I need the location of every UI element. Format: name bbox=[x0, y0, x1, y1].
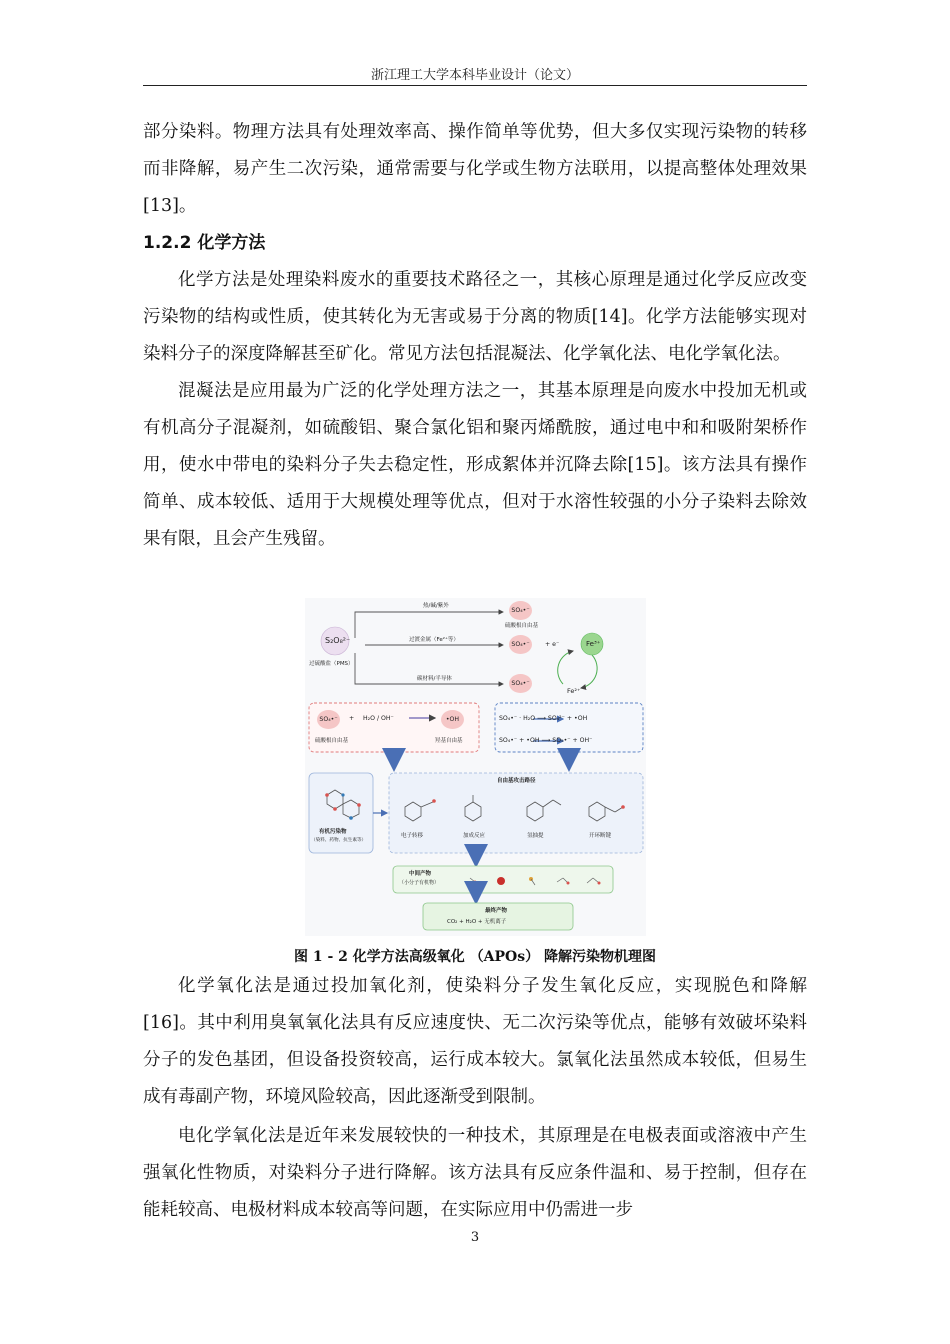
header-rule bbox=[143, 85, 807, 86]
fe-cycle bbox=[558, 651, 597, 688]
persulfate-formula: S₂O₈²⁻ bbox=[325, 636, 351, 645]
route-label-carbon: 碳材料/半导体 bbox=[417, 676, 452, 682]
pollutant-subtitle: （染料、药物、抗生素等） bbox=[311, 838, 367, 843]
reaction-equation-1: SO₄•⁻ · H₂O ⟶ SO₄²⁻ + •OH bbox=[499, 715, 588, 722]
paragraph: 部分染料。物理方法具有处理效率高、操作简单等优势，但大多仅实现污染物的转移而非降解，易产生二次污染，通常需要与化学或生物方法联用，以提高整体处理效果[13]。 bbox=[143, 122, 807, 216]
running-header: 浙江理工大学本科毕业设计（论文） bbox=[370, 68, 579, 83]
persulfate-label: 过硫酸盐（PMS） bbox=[309, 661, 354, 667]
paragraph: 化学氧化法是通过投加氧化剂，使染料分子发生氧化反应，实现脱色和降解[16]。其中利用臭氧氧化法具有反应速度快、无二次污染等优点，能够有效破坏染料分子的发色基团，但设备投资较高，运行成本较大。氯氧化法虽然成本较低，但易生成有毒副产物，环境风险较高，因此逐渐受到限制。 bbox=[143, 976, 807, 1107]
final-formula: CO₂ + H₂O + 无机离子 bbox=[447, 919, 507, 925]
paragraph: 电化学氧化法是近年来发展较快的一种技术，其原理是在电极表面或溶液中产生强氧化性物质，对染料分子进行降解。该方法具有反应条件温和、易于控制，但存在能耗较高、电极材料成本较高等问题，在实际应用中仍需进一步 bbox=[143, 1126, 807, 1220]
reaction-left-label: 硫酸根自由基 bbox=[315, 738, 349, 744]
reaction-plus: + bbox=[349, 715, 355, 722]
pollutant-title: 有机污染物 bbox=[319, 829, 347, 835]
section-heading: 1.2.2 化学方法 bbox=[143, 233, 266, 253]
fe3-label: Fe³⁺ bbox=[586, 640, 601, 648]
body-text-top bbox=[143, 114, 807, 558]
reaction-water: H₂O / OH⁻ bbox=[363, 715, 394, 722]
attack-path-addition: 加成反应 bbox=[463, 833, 486, 839]
sulfate-radical-2: SO₄•⁻ bbox=[509, 635, 532, 654]
reaction-right-label: 羟基自由基 bbox=[435, 738, 463, 744]
figure-caption: 图 1 - 2 化学方法高级氧化 （APOs） 降解污染物机理图 bbox=[293, 949, 656, 965]
sulfate-radical-label: 硫酸根自由基 bbox=[505, 623, 539, 629]
fe2-label: Fe²⁺ bbox=[567, 687, 581, 695]
attack-path-ring-opening: 开环断键 bbox=[589, 833, 612, 839]
attack-title: 自由基攻击路径 bbox=[497, 778, 536, 784]
final-title: 最终产物 bbox=[485, 908, 508, 914]
reaction-equation-2: SO₄•⁻ + •OH ⟶ SO₅•⁻ + OH⁻ bbox=[499, 737, 593, 744]
intermediate-title: 中间产物 bbox=[409, 871, 432, 877]
intermediate-subtitle: （小分子有机物） bbox=[399, 880, 440, 886]
page-number: 3 bbox=[470, 1230, 480, 1245]
paragraph: 化学方法是处理染料废水的重要技术路径之一，其核心原理是通过化学反应改变污染物的结构或性质，使其转化为无害或易于分离的物质[14]。化学方法能够实现对染料分子的深度降解甚至矿化。常见方法包括混凝法、化学氧化法、电化学氧化法。 bbox=[143, 270, 807, 364]
route-label-thermal: 热/碱/紫外 bbox=[423, 603, 449, 609]
route-label-metal: 过渡金属（Fe²⁺等） bbox=[409, 637, 459, 643]
electron-label: + e⁻ bbox=[545, 641, 560, 648]
apos-mechanism-figure bbox=[305, 598, 646, 936]
body-text-bottom bbox=[143, 968, 807, 1229]
sulfate-radical-1: SO₄•⁻ bbox=[509, 601, 532, 620]
hydroxyl-radical: •OH bbox=[441, 710, 464, 729]
attack-path-h-abstraction: 氢抽提 bbox=[527, 833, 544, 839]
attack-path-electron-transfer: 电子转移 bbox=[401, 833, 424, 839]
sulfate-radical-3: SO₄•⁻ bbox=[509, 674, 532, 693]
figure-graphics bbox=[305, 598, 646, 936]
paragraph: 混凝法是应用最为广泛的化学处理方法之一，其基本原理是向废水中投加无机或有机高分子混凝剂，如硫酸铝、聚合氯化铝和聚丙烯酰胺，通过电中和和吸附架桥作用，使水中带电的染料分子失去稳定性，形成絮体并沉降去除[15]。该方法具有操作简单、成本较低、适用于大规模处理等优点，但对于水溶性较强的小分子染料去除效果有限，且会产生残留。 bbox=[143, 381, 807, 549]
reaction-box-right bbox=[495, 703, 643, 752]
sulfate-radical-reaction: SO₄•⁻ bbox=[317, 710, 340, 729]
